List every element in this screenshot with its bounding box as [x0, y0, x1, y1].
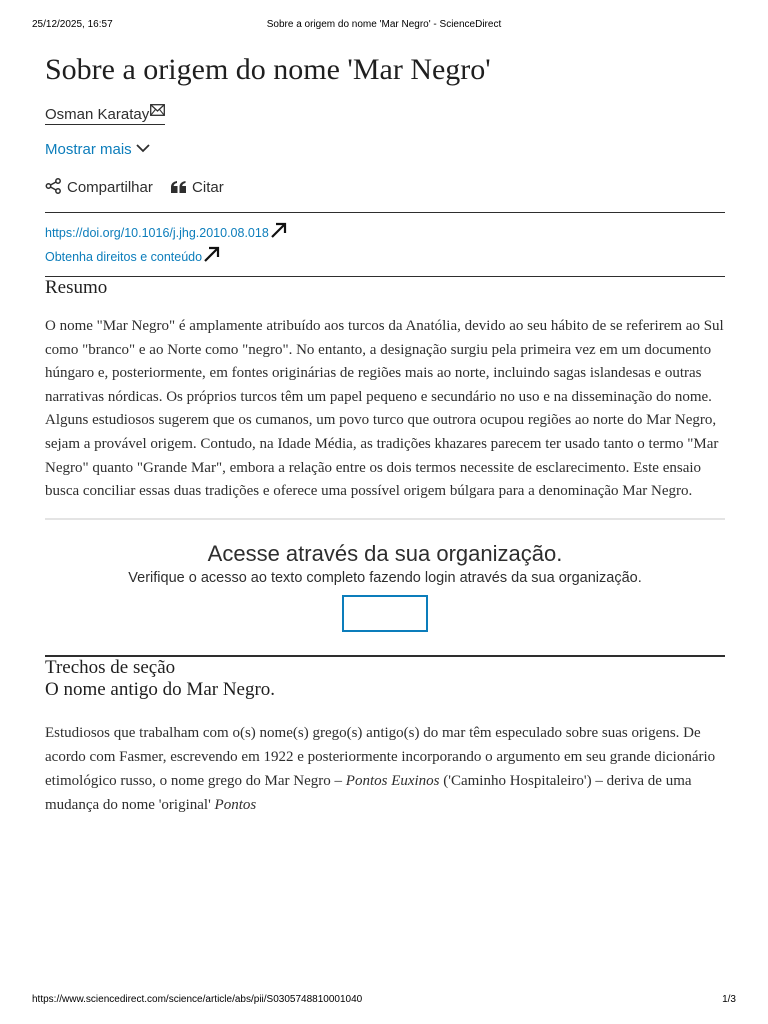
abstract-text: O nome "Mar Negro" é amplamente atribuído aos turcos da Anatólia, devido ao seu hábito de se referirem ao Sul como "branco" e ao Norte como "negro". No entanto, a designação surgiu pela primeira vez em um documento húngaro e, posteriormente, em fontes originárias de regiões mais ao norte, incluindo sagas islandesas e outras narrativas nórdicas. Os próprios turcos têm um papel pequeno e secundário no uso e na disseminação do nome. Alguns estudiosos sugerem que os cumanos, um povo turco que outrora ocupou regiões ao norte do Mar Negro, sejam a provável origem. Contudo, na Idade Média, as tradições khazares parecem ter usado tanto o termo "Mar Negro" quanto "Grande Mar", embora a relação entre os dois termos necessite de esclarecimento. Este ensaio busca conciliar essas duas tradições e oferece uma possível origem búlgara para a denominação Mar Negro. — [45, 318, 724, 500]
cite-label: Citar — [192, 179, 224, 196]
institution-access — [45, 520, 725, 632]
access-title: Acesse através da sua organização. — [207, 540, 563, 566]
share-label: Compartilhar — [67, 179, 153, 196]
author-name: Osman Karatay — [45, 106, 150, 123]
chevron-down-icon — [136, 140, 150, 157]
external-link-icon — [270, 222, 287, 239]
print-datetime: 25/12/2025, 16:57 — [32, 19, 113, 30]
rights-text: Obtenha direitos e conteúdo — [45, 250, 203, 264]
section-snippets-heading: Trechos de seção — [45, 656, 176, 678]
print-page-number: 1/3 — [722, 994, 736, 1005]
show-more-button[interactable] — [45, 140, 725, 164]
snippet-text-part: Estudiosos que trabalham com o(s) nome(s) grego(s) antigo(s) do mar têm especulado sobre suas origens. De acordo com Fasmer, escrevendo em 1922 e posteriormente incorporando o argumento em seu grande dicionário etimológico russo, o nome grego do Mar Negro – — [45, 724, 716, 789]
access-subtitle: Verifique o acesso ao texto completo fazendo login através da sua organização. — [128, 569, 642, 586]
snippet-italic-term: Pontos — [214, 796, 257, 813]
share-icon — [45, 178, 62, 194]
author-link[interactable] — [45, 106, 165, 125]
article-links — [45, 212, 725, 277]
share-button[interactable] — [45, 178, 153, 196]
article-content — [45, 50, 725, 817]
doi-link[interactable] — [45, 222, 725, 246]
section-snippet-text — [45, 721, 725, 817]
rights-link[interactable] — [45, 246, 725, 270]
cite-button[interactable] — [171, 179, 224, 196]
article-actions — [45, 178, 725, 202]
article-title: Sobre a origem do nome 'Mar Negro' — [45, 53, 491, 86]
print-page-title: Sobre a origem do nome 'Mar Negro' - ScienceDirect — [266, 19, 502, 30]
email-icon — [150, 103, 165, 120]
access-login-button[interactable] — [342, 595, 428, 632]
external-link-icon — [203, 246, 220, 263]
snippet-text-part: ('Caminho Hospitaleiro') – deriva de uma mudança do nome 'original' — [45, 772, 692, 813]
author-row — [45, 103, 725, 127]
abstract-heading: Resumo — [45, 277, 108, 298]
show-more-label: Mostrar mais — [45, 141, 132, 158]
print-url: https://www.sciencedirect.com/science/article/abs/pii/S0305748810001040 — [32, 994, 363, 1005]
section-title: O nome antigo do Mar Negro. — [45, 678, 276, 700]
doi-text: https://doi.org/10.1016/j.jhg.2010.08.018 — [45, 226, 269, 240]
quote-icon — [171, 181, 187, 194]
snippet-italic-term: Pontos Euxinos — [345, 772, 440, 789]
